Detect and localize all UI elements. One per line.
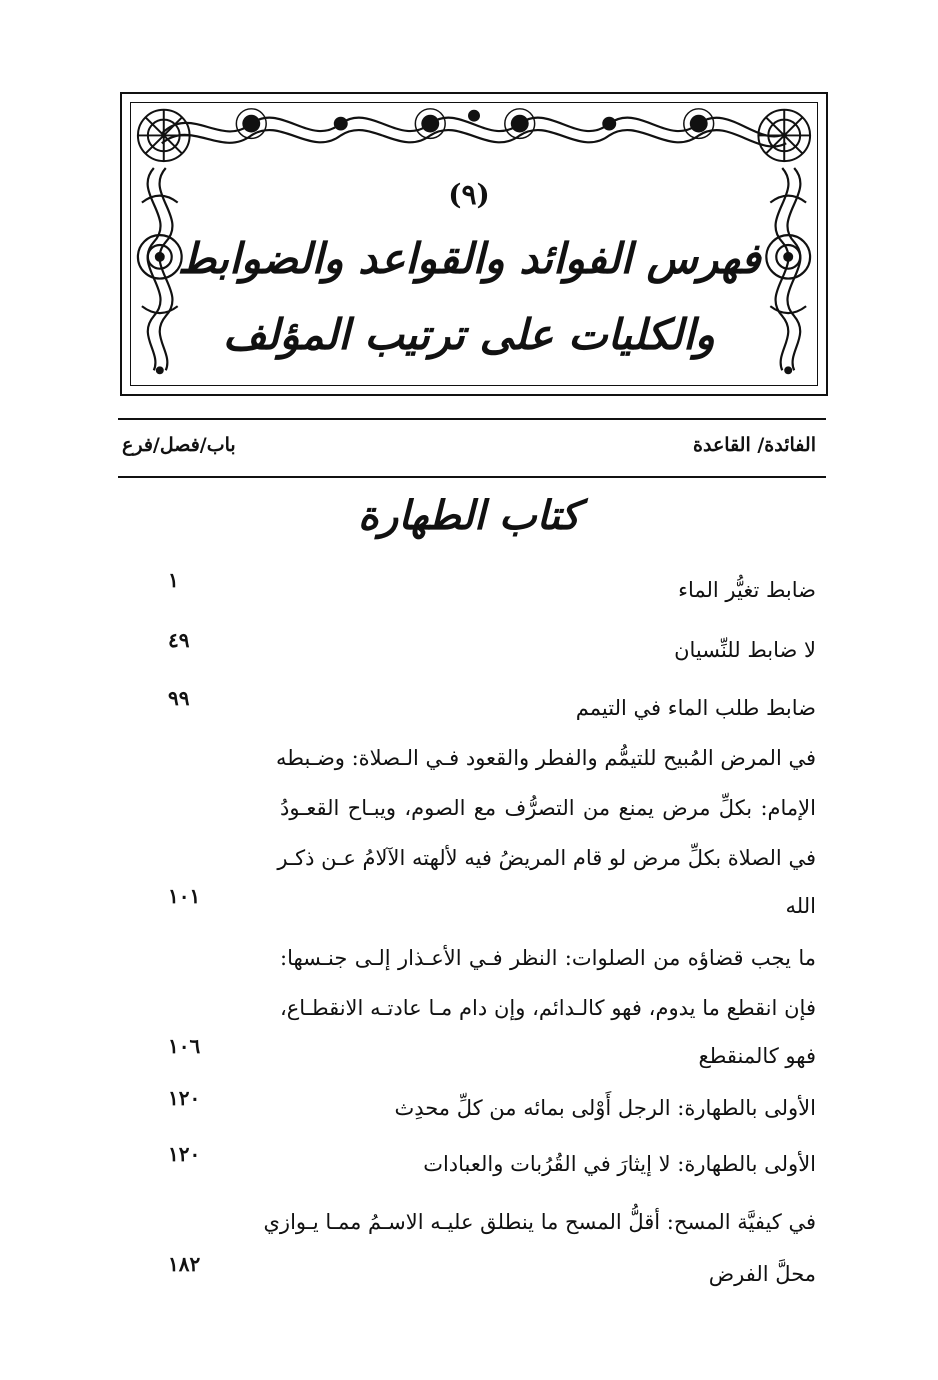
entry-line: محلَّ الفرض (708, 1262, 816, 1286)
entry-line: لا ضابط للنِّسيان (674, 638, 816, 662)
column-header-rule: الفائدة/ القاعدة (693, 434, 816, 456)
entry-line: ضابط طلب الماء في التيمم (575, 696, 816, 720)
index-title-line-1: فهرس الفوائد والقواعد والضوابط (177, 234, 761, 283)
entry-page-number: ١٢٠ (168, 1142, 201, 1166)
entry-page-number: ١٨٢ (168, 1252, 201, 1276)
entry-page-number: ١٢٠ (168, 1086, 201, 1110)
entry-line: الأولى بالطهارة: لا إيثارَ في القُرُبات والعبادات (423, 1152, 816, 1176)
index-title-line-2: والكليات على ترتيب المؤلف (223, 310, 715, 359)
column-header-location: باب/فصل/فرع (122, 434, 236, 456)
entry-line: فهو كالمنقطع (698, 1044, 816, 1068)
chapter-number: (٩) (448, 178, 490, 211)
entry-page-number: ٩٩ (168, 686, 190, 710)
entry-line: في المرض المُبيح للتيمُّم والفطر والقعود فـي الـصلاة: وضـبطه (275, 746, 816, 770)
entry-page-number: ١٠٦ (168, 1034, 201, 1058)
entry-line: ضابط تغيُّر الماء (678, 578, 816, 602)
header-rule-bottom (118, 476, 826, 478)
header-rule-top (118, 418, 826, 420)
entry-page-number: ١٠١ (168, 884, 201, 908)
entry-line: الإمام: بكلِّ مرض يمنع من التصرُّف مع الصوم، ويبـاح القعـودُ (280, 796, 816, 820)
entry-line: ما يجب قضاؤه من الصلوات: النظر فـي الأعـذار إلـى جنـسها: (280, 946, 816, 970)
entry-page-number: ٤٩ (168, 628, 190, 652)
entry-page-number: ١ (168, 568, 179, 592)
book-title: كتاب الطهارة (358, 492, 580, 539)
entry-line: الأولى بالطهارة: الرجل أَوْلى بمائه من كلِّ محدِث (394, 1096, 816, 1120)
entry-line: الله (785, 894, 816, 918)
entry-line: في كيفيَّة المسح: أقلُّ المسح ما ينطلق عليـه الاسـمُ ممـا يـوازي (263, 1210, 816, 1234)
entry-line: في الصلاة بكلِّ مرض لو قام المريضُ فيه لألهته الآلامُ عـن ذكـر (277, 846, 816, 870)
entry-line: فإن انقطع ما يدوم، فهو كالـدائم، وإن دام مـا عادتـه الانقطـاع، (280, 996, 816, 1020)
